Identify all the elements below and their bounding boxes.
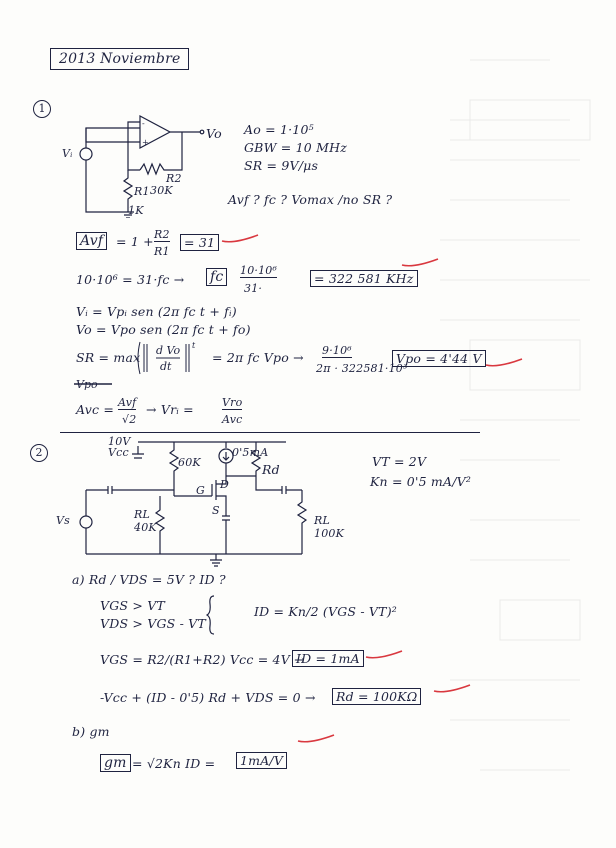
problem-1-question: Avf ? fc ? Vomax /no SR ? <box>228 192 393 207</box>
avf-result: = 31 <box>180 234 219 251</box>
brace <box>206 594 218 636</box>
vin-label: Vᵢ <box>62 147 73 160</box>
svg-text:Vpo: Vpo <box>76 378 98 390</box>
svg-text:-: - <box>142 119 145 128</box>
fc-result: = 322 581 KHz <box>310 270 418 287</box>
id-equation: ID = Kn/2 (VGS - VT)² <box>254 604 397 619</box>
fc-num: 10·10⁶ <box>240 264 278 277</box>
saturation-cond-2: VDS > VGS - VT <box>100 616 206 631</box>
avf-den: R1 <box>154 245 170 258</box>
derivative-expression <box>134 338 212 378</box>
source-label: S <box>212 504 220 517</box>
rd-label: Rd <box>262 462 280 477</box>
part-b-question: b) gm <box>72 724 110 739</box>
kn-param: Kn = 0'5 mA/V² <box>370 474 472 489</box>
svg-text:d Vo: d Vo <box>156 344 181 357</box>
check-mark-icon <box>364 648 404 660</box>
r1-label: R1 <box>134 185 150 198</box>
kvl-equation: -Vcc + (ID - 0'5) Rd + VDS = 0 → <box>100 690 316 705</box>
part-a-question: a) Rd / VDS = 5V ? ID ? <box>72 572 226 587</box>
avc-den: √2 <box>122 413 137 426</box>
r2-value: 30K <box>150 184 173 197</box>
given-sr: SR = 9V/μs <box>244 158 319 173</box>
gate-label: G <box>196 484 205 497</box>
avc-num: Avf <box>118 396 137 409</box>
sr-num: 9·10⁶ <box>322 344 352 357</box>
avf-num: R2 <box>154 228 170 241</box>
problem-1-number: 1 <box>33 100 51 118</box>
sr-eq-lhs: SR = max <box>76 350 141 365</box>
svg-text:t: t <box>192 341 196 350</box>
gm-equation: = √2Kn ID = <box>132 756 216 771</box>
vgs-equation: VGS = R2/(R1+R2) Vcc = 4V → <box>100 652 305 667</box>
r1-value: 1K <box>128 204 144 217</box>
vt-param: VT = 2V <box>372 454 427 469</box>
section-divider <box>60 432 480 433</box>
vri-den: Avc <box>222 413 243 426</box>
r60k-label: 60K <box>178 456 201 469</box>
avc-eq-lhs: Avc = <box>76 402 115 417</box>
vpo-result: Vpo = 4'44 V <box>392 350 486 367</box>
current-source-label: 0'5mA <box>232 446 269 459</box>
given-ao: Ao = 1·10⁵ <box>244 122 314 137</box>
problem-2-number: 2 <box>30 444 48 462</box>
vcc-label: 10V Vcc <box>108 435 131 459</box>
avf-eq-mid: = 1 + <box>116 234 154 249</box>
sr-den: 2π · 322581·10³ <box>316 362 408 375</box>
vi-sine-eq: Vᵢ = Vpᵢ sen (2π fc t + fᵢ) <box>76 304 237 319</box>
ri-label: RL 40K <box>134 508 157 534</box>
check-mark-icon <box>484 356 524 368</box>
vo-label: Vo <box>206 126 222 141</box>
r2-label: R2 <box>166 172 182 185</box>
vs-label: Vs <box>56 514 70 527</box>
rd-result: Rd = 100KΩ <box>332 688 421 705</box>
page-title: 2013 Noviembre <box>50 48 189 70</box>
svg-text:+: + <box>142 138 149 147</box>
fc-eq-left: 10·10⁶ = 31·fc → <box>76 272 185 287</box>
fc-symbol: fc <box>206 268 227 286</box>
avc-eq-mid: → Vrᵢ = <box>146 402 194 417</box>
fc-den: 31· <box>244 282 263 295</box>
vo-sine-eq: Vo = Vpo sen (2π fc t + fo) <box>76 322 251 337</box>
id-result: ID = 1mA <box>292 650 364 667</box>
gm-result: 1mA/V <box>236 752 287 769</box>
svg-text:dt: dt <box>160 360 172 373</box>
opamp-circuit-diagram <box>60 108 240 218</box>
gm-symbol: gm <box>100 754 131 772</box>
check-mark-icon <box>400 256 440 268</box>
saturation-cond-1: VGS > VT <box>100 598 165 613</box>
crossed-out-scribble <box>74 378 114 390</box>
drain-label: D <box>220 478 230 491</box>
given-gbw: GBW = 10 MHz <box>244 140 348 155</box>
check-mark-icon <box>296 732 336 744</box>
vri-num: Vro <box>222 396 243 409</box>
sr-eq-mid: = 2π fc Vpo → <box>212 350 304 365</box>
avf-symbol: Avf <box>76 232 107 250</box>
check-mark-icon <box>432 682 472 694</box>
check-mark-icon <box>220 232 260 244</box>
rl-label: RL 100K <box>314 514 345 540</box>
